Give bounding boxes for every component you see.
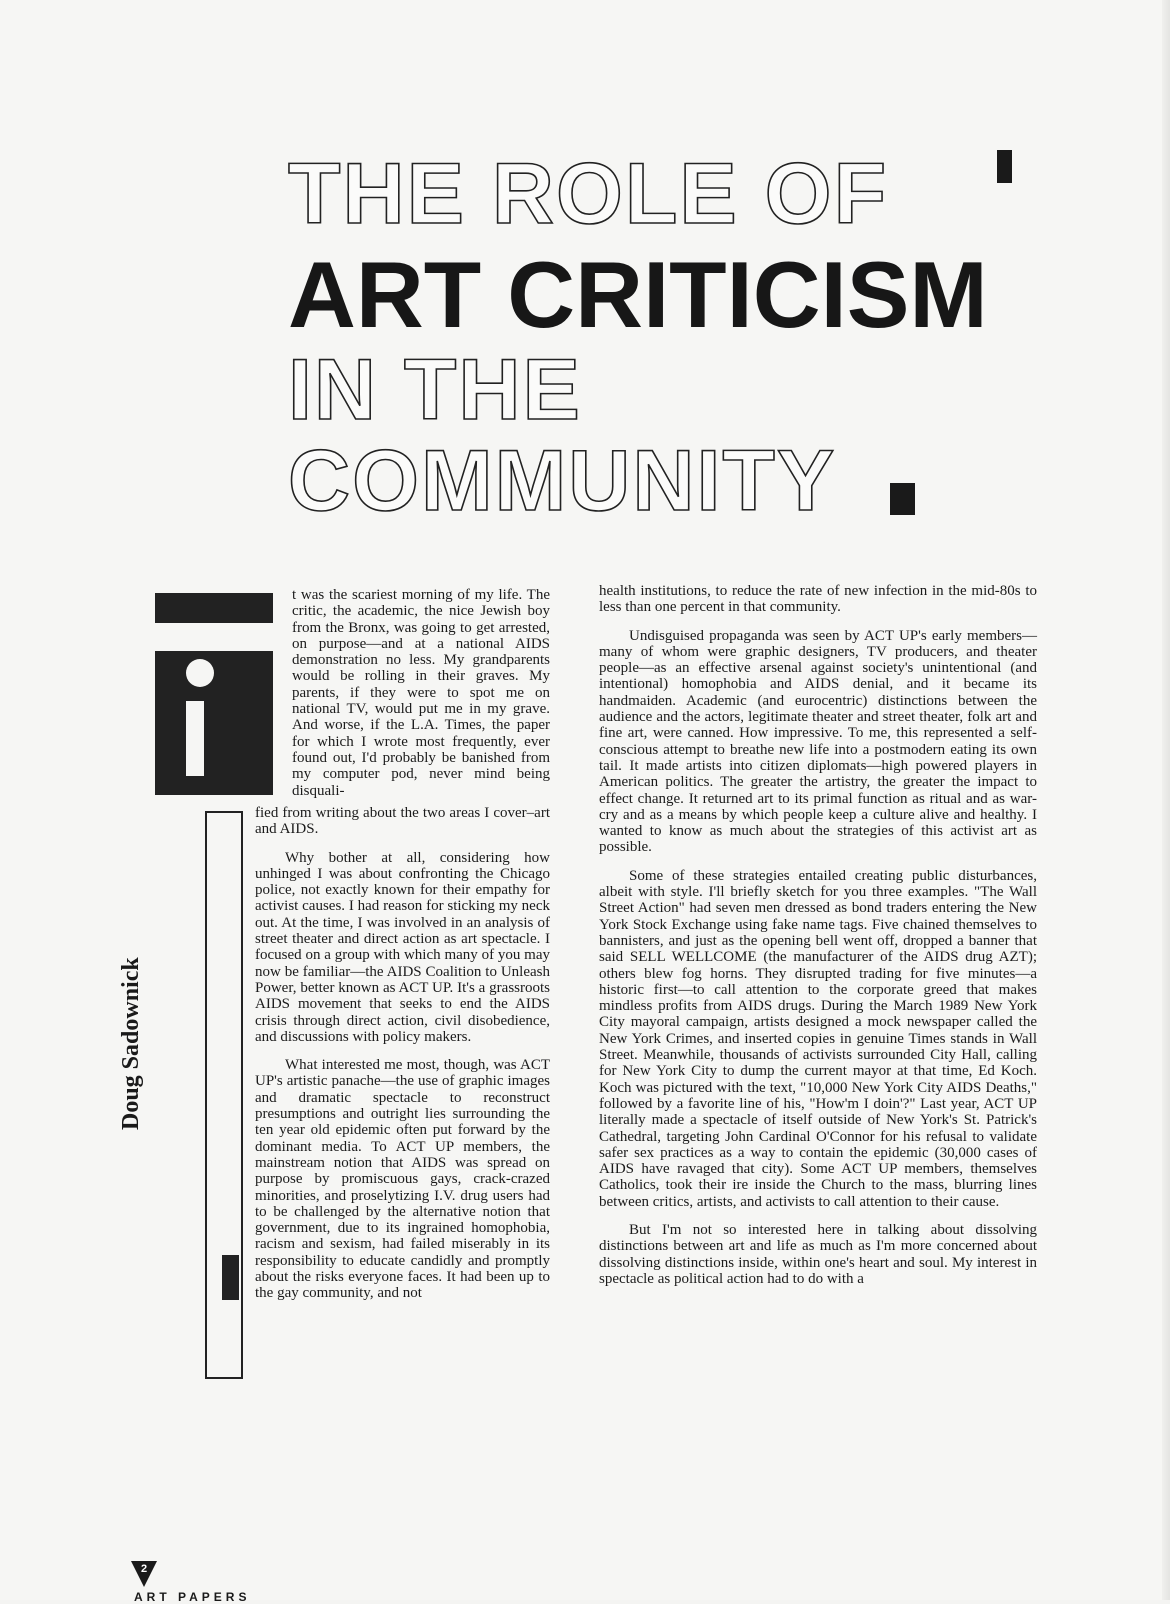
drop-cap-i — [155, 651, 273, 795]
title-line-4: COMMUNITY — [288, 433, 837, 529]
title-period-block — [890, 483, 915, 515]
sidebar-marker — [222, 1255, 239, 1300]
drop-cap-bar — [155, 593, 273, 623]
drop-cap-stem — [186, 701, 204, 776]
drop-cap-dot — [186, 659, 214, 687]
lead-paragraph: t was the scariest morning of my life. The critic, the academic, the nice Jewish boy from the Bronx, was going to get arrested, on purpose—and at a national AIDS demonstration no less. My grandparents would be rolling in their graves. My parents, if they were to spot me on national TV, would put me in my grave. And worse, if the L.A. Times, the paper for which I wrote most frequently, ever found out, I'd probably be banished from my computer pod, never mind being disquali- — [292, 587, 550, 799]
title-line-1: THE ROLE OF — [288, 146, 889, 242]
column-1-body — [255, 805, 550, 1302]
column-2 — [599, 583, 1037, 1287]
title-line-2: ART CRITICISM — [288, 242, 988, 347]
column-1-lead — [292, 587, 550, 799]
title-line-3: IN THE — [288, 342, 582, 438]
paragraph-2: Why bother at all, considering how unhinged I was about confronting the Chicago police, not exactly known for their empathy for activist causes. I had reason for sticking my neck out. At the time, I was involved in an analysis of street theater and direct action as art spectacle. I focused on a group with which many of you may now be familiar—the AIDS Coalition to Unleash Power, better known as ACT UP. It's a grassroots AIDS movement that seeks to end the AIDS crisis through direct action, civil disobedience, and discussions with policy makers. — [255, 849, 550, 1045]
title-ornament-block — [997, 150, 1012, 183]
paragraph-6: Some of these strategies entailed creating public disturbances, albeit with style. I'll briefly sketch for you three examples. "The Wall Street Action" had seven men dressed as bond traders entering the New York Stock Exchange using fake name tags. Five chained themselves to bannisters, and just as the opening bell went off, dropped a banner that said SELL WELLCOME (the manufacturer of the AIDS drug AZT); others blew fog horns. They disrupted trading for five minutes—a historic first—to call attention to the corporate greed that makes mindless profits from AIDS drugs. During the March 1989 New York City mayoral campaign, artists designed a mock newspaper called the New York Crimes, and inserted copies in genuine Times stands in Wall Street. Meanwhile, thousands of activists surrounded City Hall, calling for New York City to dump the current mayor at that time, Ed Koch. Koch was pictured with the text, "10,000 New York City AIDS Deaths," followed by a favorite line of his, "How'm I doin'?" Last year, ACT UP literally made a spectacle of itself outside of New York's St. Patrick's Cathedral, targeting John Cardinal O'Connor for his refusal to validate safer sex practices as a way to contain the epidemic (30,000 cases of AIDS have ravaged that city). Some ACT UP members, themselves Catholics, took their ire inside the Church to the mass, blurring lines between critics, artists, and activists to call attention to their cause. — [599, 867, 1037, 1210]
paragraph-4: health institutions, to reduce the rate of new infection in the mid-80s to less than one percent in that community. — [599, 583, 1037, 616]
publication-name: ART PAPERS — [134, 1590, 251, 1604]
author-byline: Doug Sadownick — [118, 957, 144, 1130]
paragraph-3: What interested me most, though, was ACT UP's artistic panache—the use of graphic images and dramatic spectacle to reconstruct presumptions and outright lies surrounding the ten year old epidemic often put forward by the dominant media. To ACT UP members, the mainstream notion that AIDS was spread on purpose by promiscuous gays, crack-crazed minorities, and proselytizing I.V. drug users had to be challenged by the alternative notion that government, due to its ingrained homophobia, racism and sexism, had failed miserably in its responsibility to educate candidly and promptly about the risks everyone faces. It had been up to the gay community, and not — [255, 1057, 550, 1302]
paragraph-5: Undisguised propaganda was seen by ACT UP's early members—many of whom were graphic designers, TV producers, and theater people—as an effective arsenal against society's unintentional (and intentional) homophobia and AIDS denial, and it became its handmaiden. Academic (and eurocentric) distinctions between the audience and the actors, legitimate theater and street theater, folk art and fine art, were canned. How impressive. To me, this represented a self-conscious attempt to breathe new life into a postmodern eating its own tail. It made artists into citizen diplomats—high powered players in American politics. The greater the artistry, the greater the impact to effect change. It returned art to its primal function as ritual and as war-cry and as a means by which people keep a culture alive and healthy. I wanted to know as much about the strategies of this activist art as possible. — [599, 627, 1037, 856]
page-edge — [1162, 0, 1170, 1600]
page-number: 2 — [140, 1563, 148, 1575]
lead-paragraph-continued: fied from writing about the two areas I cover–art and AIDS. — [255, 805, 550, 838]
paragraph-7: But I'm not so interested here in talking about dissolving distinctions between art and life as much as I'm more concerned about dissolving distinctions inside, within one's heart and soul. My interest in spectacle as political action had to do with a — [599, 1221, 1037, 1287]
